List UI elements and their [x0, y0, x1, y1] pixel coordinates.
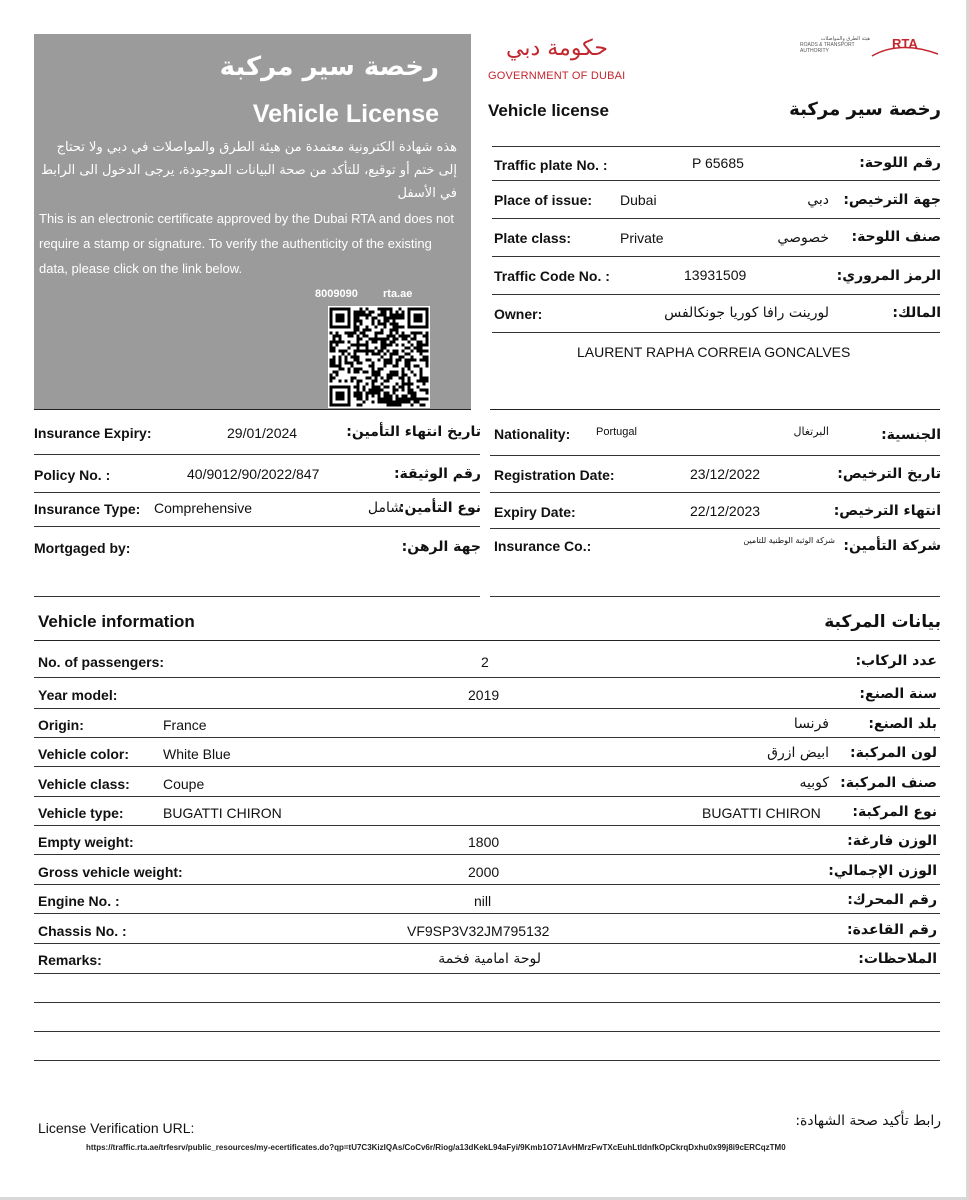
remarks-value: لوحة امامية فخمة [438, 951, 541, 967]
traffic-plate-label: Traffic plate No. : [494, 157, 608, 173]
qr-code-graphic [328, 306, 430, 408]
vehicle-color-label-ar: لون المركبة: [850, 745, 937, 761]
mortgaged-by-label-ar: جهة الرهن: [401, 539, 481, 555]
divider [34, 737, 940, 738]
insurance-company-value-ar: شركة الوثبة الوطنية للتامين [743, 536, 835, 545]
origin-value-ar: فرنسا [793, 716, 829, 732]
remarks-label-ar: الملاحظات: [858, 951, 937, 967]
nationality-value: Portugal [596, 426, 637, 438]
rta-logo-english: ROADS & TRANSPORT AUTHORITY [800, 42, 855, 54]
divider [34, 640, 940, 641]
certificate-text-ar: هذه شهادة الكترونية معتمدة من هيئة الطرق والمواصلات في دبي ولا تحتاج إلى ختم أو توقيع، للتأكد من صحة البيانات الموجودة، يرجى الدخول الى الرابط في الأسفل [40, 140, 457, 201]
nationality-label: Nationality: [494, 426, 571, 442]
plate-class-value: Private [620, 230, 664, 246]
divider [492, 332, 940, 333]
traffic-code-label-ar: الرمز المروري: [836, 268, 941, 284]
vehicle-license-heading: Vehicle license [488, 101, 609, 120]
engine-number-label: Engine No. : [38, 893, 120, 909]
divider [34, 854, 940, 855]
policy-number-value: 40/9012/90/2022/847 [187, 466, 320, 482]
certificate-title-ar: رخصة سير مركبة [219, 52, 439, 82]
traffic-plate-label-ar: رقم اللوحة: [859, 155, 941, 171]
divider [34, 1002, 940, 1003]
vehicle-type-value: BUGATTI CHIRON [163, 805, 282, 821]
vehicle-information-heading-ar: بيانات المركبة [824, 612, 941, 632]
divider [492, 294, 940, 295]
expiry-date-label: Expiry Date: [494, 504, 576, 520]
divider [34, 825, 940, 826]
registration-date-label-ar: تاريخ الترخيص: [837, 466, 941, 482]
insurance-expiry-label-ar: تاريخ انتهاء التأمين: [346, 424, 481, 440]
insurance-company-label-ar: شركة التأمين: [843, 538, 941, 554]
divider [492, 218, 940, 219]
vehicle-color-value: White Blue [163, 746, 231, 762]
verification-url-link[interactable]: https://traffic.rta.ae/trfesrv/public_resources/my-ecertificates.do?qp=tU7C3KizIQAs/CoCv6r/Riog/a13dKekL94aFyi/9Kmb1O71AvHMrzFwTXcEuhLtldnfkOpCkrqDxhu0x99j8i9cERCqzTM0 [86, 1143, 786, 1152]
empty-weight-label: Empty weight: [38, 834, 134, 850]
owner-value-ar: لورينت رافا كوريا جونكالفس [664, 305, 829, 321]
gross-weight-label: Gross vehicle weight: [38, 864, 183, 880]
vehicle-class-value: Coupe [163, 776, 205, 792]
owner-name-en: LAURENT RAPHA CORREIA GONCALVES [577, 344, 851, 360]
divider [492, 256, 940, 257]
insurance-type-value-ar: شامل [367, 500, 402, 516]
owner-label-ar: المالك: [892, 305, 941, 321]
origin-label-ar: بلد الصنع: [868, 716, 937, 732]
gov-logo-arabic: حكومة دبي [506, 36, 608, 61]
government-of-dubai-logo [488, 36, 628, 88]
plate-class-value-ar: خصوصي [777, 230, 829, 246]
divider [34, 766, 940, 767]
divider [492, 180, 940, 181]
certificate-panel [34, 34, 471, 409]
passengers-value: 2 [481, 654, 489, 670]
empty-weight-value: 1800 [468, 834, 500, 850]
expiry-date-label-ar: انتهاء الترخيص: [833, 503, 941, 519]
divider [34, 796, 940, 797]
rta-logo-arabic: هيئة الطرق والمواصلات [820, 36, 870, 42]
mortgaged-by-label: Mortgaged by: [34, 540, 131, 556]
vehicle-class-label-ar: صنف المركبة: [840, 775, 937, 791]
year-model-label: Year model: [38, 687, 118, 703]
vehicle-color-value-ar: ابيض ازرق [767, 745, 829, 761]
vehicle-license-heading-ar: رخصة سير مركبة [789, 99, 941, 120]
passengers-label-ar: عدد الركاب: [855, 653, 937, 669]
place-of-issue-value-ar: دبي [807, 192, 829, 208]
verification-url-label: License Verification URL: [38, 1120, 195, 1136]
divider [34, 677, 940, 678]
expiry-date-value: 22/12/2023 [690, 503, 761, 519]
divider [34, 708, 940, 709]
insurance-type-label: Insurance Type: [34, 501, 141, 517]
insurance-company-label: Insurance Co.: [494, 538, 592, 554]
divider [34, 454, 480, 455]
divider [34, 884, 940, 885]
divider [34, 526, 480, 527]
insurance-type-label-ar: نوع التأمين: [398, 500, 481, 516]
chassis-number-label-ar: رقم القاعدة: [847, 922, 937, 938]
certificate-site: rta.ae [383, 288, 413, 300]
verification-url-label-ar: رابط تأكيد صحة الشهادة: [795, 1113, 941, 1129]
place-of-issue-label-ar: جهة الترخيص: [843, 192, 941, 208]
owner-label: Owner: [494, 306, 543, 322]
vehicle-type-label: Vehicle type: [38, 805, 124, 821]
nationality-value-ar: البرتغال [793, 425, 829, 438]
divider [34, 1060, 940, 1061]
chassis-number-label: Chassis No. : [38, 923, 127, 939]
divider [490, 409, 940, 410]
traffic-plate-value: P 65685 [692, 155, 744, 171]
insurance-expiry-value: 29/01/2024 [227, 425, 298, 441]
divider [34, 943, 940, 944]
traffic-code-value: 13931509 [684, 267, 747, 283]
gov-logo-english: GOVERNMENT OF DUBAI [488, 70, 626, 82]
gross-weight-value: 2000 [468, 864, 500, 880]
empty-weight-label-ar: الوزن فارغة: [847, 833, 937, 849]
gross-weight-label-ar: الوزن الإجمالي: [828, 863, 937, 879]
vehicle-class-value-ar: كوبيه [799, 775, 829, 791]
place-of-issue-value: Dubai [620, 192, 657, 208]
engine-number-value: nill [474, 893, 492, 909]
origin-label: Origin: [38, 717, 84, 733]
vehicle-color-label: Vehicle color: [38, 746, 130, 762]
policy-number-label: Policy No. : [34, 467, 111, 483]
place-of-issue-label: Place of issue: [494, 192, 593, 208]
divider [34, 973, 940, 974]
insurance-type-value: Comprehensive [154, 500, 253, 516]
registration-date-label: Registration Date: [494, 467, 615, 483]
vehicle-class-label: Vehicle class: [38, 776, 130, 792]
vehicle-information-heading: Vehicle information [38, 612, 195, 631]
certificate-code: 8009090 [315, 288, 358, 300]
nationality-label-ar: الجنسية: [881, 427, 941, 443]
divider [34, 1031, 940, 1032]
rta-logo-mark: RTA [892, 36, 918, 51]
rta-logo [800, 36, 940, 66]
divider [34, 913, 940, 914]
certificate-text-en: This is an electronic certificate approved by the Dubai RTA and does not require a stamp or signature. To verify the authenticity of the existing data, please click on the link below. [39, 211, 455, 276]
qr-code-icon[interactable] [328, 306, 430, 408]
year-model-value: 2019 [468, 687, 500, 703]
divider [490, 528, 940, 529]
divider [490, 492, 940, 493]
divider [34, 409, 471, 410]
plate-class-label: Plate class: [494, 230, 572, 246]
year-model-label-ar: سنة الصنع: [859, 686, 937, 702]
certificate-title-en: Vehicle License [252, 100, 439, 128]
passengers-label: No. of passengers: [38, 654, 165, 670]
divider [492, 146, 940, 147]
vehicle-type-label-ar: نوع المركبة: [852, 804, 937, 820]
rta-logo-text [800, 36, 870, 54]
traffic-code-label: Traffic Code No. : [494, 268, 610, 284]
insurance-expiry-label: Insurance Expiry: [34, 425, 152, 441]
remarks-label: Remarks: [38, 952, 102, 968]
divider [490, 596, 940, 597]
plate-class-label-ar: صنف اللوحة: [851, 229, 941, 245]
divider [34, 596, 480, 597]
vehicle-type-value-ar: BUGATTI CHIRON [702, 805, 821, 821]
divider [490, 455, 940, 456]
registration-date-value: 23/12/2022 [690, 466, 761, 482]
engine-number-label-ar: رقم المحرك: [847, 892, 937, 908]
chassis-number-value: VF9SP3V32JM795132 [407, 923, 550, 939]
divider [34, 492, 480, 493]
origin-value: France [163, 717, 207, 733]
policy-number-label-ar: رقم الوثيقة: [393, 466, 481, 482]
